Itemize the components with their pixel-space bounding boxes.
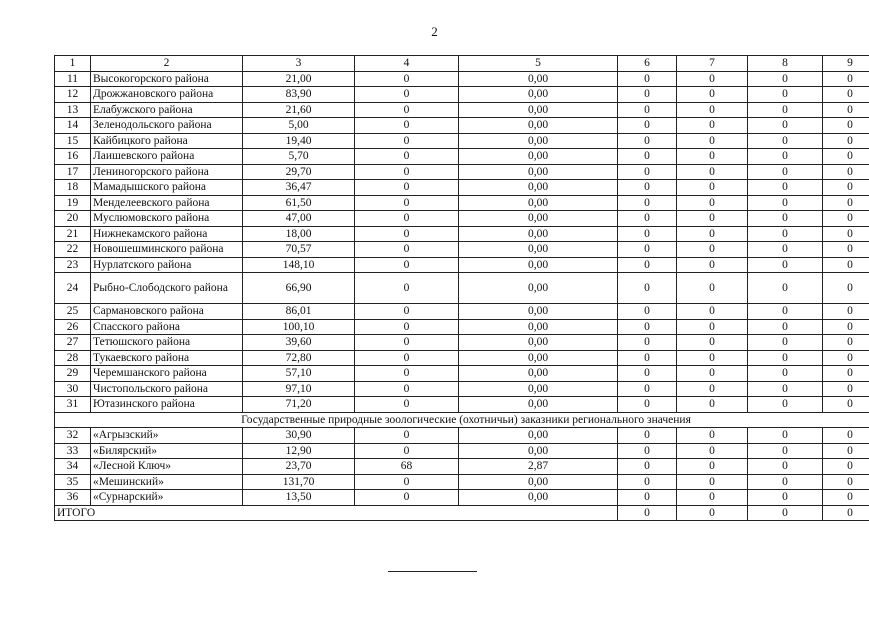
- row-value: 0: [355, 350, 459, 366]
- row-name: Зеленодольского района: [91, 118, 243, 134]
- row-value: 0: [823, 257, 869, 273]
- row-number: 15: [55, 133, 91, 149]
- row-value: 0: [748, 490, 823, 506]
- table-row: [55, 164, 869, 180]
- row-number: 32: [55, 428, 91, 444]
- row-name: Высокогорского района: [91, 71, 243, 87]
- row-value: 0: [677, 459, 748, 475]
- row-value: 0: [677, 102, 748, 118]
- row-value: 0,00: [459, 195, 618, 211]
- row-value: 0: [823, 397, 869, 413]
- table-row: [55, 87, 869, 103]
- row-value: 0: [618, 242, 677, 258]
- row-value: 0: [677, 397, 748, 413]
- row-value: 0,00: [459, 257, 618, 273]
- row-value: 0: [748, 350, 823, 366]
- table-row: [55, 257, 869, 273]
- table-row: [55, 474, 869, 490]
- row-value: 0: [748, 71, 823, 87]
- row-value: 72,80: [243, 350, 355, 366]
- row-name: Лаишевского района: [91, 149, 243, 165]
- row-value: 0: [355, 71, 459, 87]
- row-value: 0: [823, 273, 869, 304]
- row-number: 29: [55, 366, 91, 382]
- row-value: 0: [677, 133, 748, 149]
- row-value: 0: [618, 118, 677, 134]
- table-row: [55, 350, 869, 366]
- row-value: 0: [355, 490, 459, 506]
- table-row: [55, 195, 869, 211]
- row-number: 22: [55, 242, 91, 258]
- row-value: 0: [677, 226, 748, 242]
- row-number: 14: [55, 118, 91, 134]
- row-name: Елабужского района: [91, 102, 243, 118]
- row-value: 0,00: [459, 490, 618, 506]
- row-value: 0: [823, 211, 869, 227]
- row-number: 19: [55, 195, 91, 211]
- row-number: 26: [55, 319, 91, 335]
- column-header: 7: [677, 56, 748, 72]
- row-value: 12,90: [243, 443, 355, 459]
- row-value: 0: [355, 428, 459, 444]
- row-value: 0: [748, 133, 823, 149]
- row-value: 0: [823, 490, 869, 506]
- row-value: 13,50: [243, 490, 355, 506]
- row-value: 0: [677, 381, 748, 397]
- row-value: 0: [823, 102, 869, 118]
- row-value: 0: [677, 71, 748, 87]
- row-value: 0: [748, 273, 823, 304]
- row-value: 0: [748, 87, 823, 103]
- row-name: «Сурнарский»: [91, 490, 243, 506]
- table-row: [55, 428, 869, 444]
- footer-divider: [388, 571, 477, 572]
- row-value: 0: [748, 102, 823, 118]
- row-value: 0: [748, 366, 823, 382]
- column-header: 9: [823, 56, 869, 72]
- row-value: 0: [618, 319, 677, 335]
- row-value: 0: [748, 118, 823, 134]
- row-value: 0,00: [459, 381, 618, 397]
- row-value: 0: [355, 335, 459, 351]
- table-row: [55, 118, 869, 134]
- table-row: [55, 102, 869, 118]
- row-value: 0: [748, 149, 823, 165]
- row-value: 0: [823, 180, 869, 196]
- total-value: 0: [823, 505, 869, 521]
- row-value: 0: [618, 102, 677, 118]
- row-value: 0: [618, 304, 677, 320]
- row-value: 0: [355, 273, 459, 304]
- row-value: 0: [618, 273, 677, 304]
- row-value: 5,00: [243, 118, 355, 134]
- row-value: 0,00: [459, 350, 618, 366]
- total-value: 0: [748, 505, 823, 521]
- reserve-rows: [55, 428, 869, 506]
- row-value: 0: [355, 397, 459, 413]
- row-number: 35: [55, 474, 91, 490]
- row-value: 0: [618, 428, 677, 444]
- row-value: 0: [677, 87, 748, 103]
- row-value: 0: [618, 180, 677, 196]
- row-name: Мамадышского района: [91, 180, 243, 196]
- row-value: 0: [823, 149, 869, 165]
- row-number: 24: [55, 273, 91, 304]
- row-value: 0: [355, 180, 459, 196]
- table-row: [55, 381, 869, 397]
- row-number: 16: [55, 149, 91, 165]
- row-value: 0: [618, 211, 677, 227]
- table-row: [55, 443, 869, 459]
- row-value: 100,10: [243, 319, 355, 335]
- table-row: [55, 335, 869, 351]
- row-value: 0: [823, 366, 869, 382]
- row-value: 18,00: [243, 226, 355, 242]
- column-header: 6: [618, 56, 677, 72]
- row-value: 2,87: [459, 459, 618, 475]
- row-value: 0: [355, 102, 459, 118]
- row-number: 20: [55, 211, 91, 227]
- row-number: 36: [55, 490, 91, 506]
- row-value: 0: [677, 257, 748, 273]
- row-number: 34: [55, 459, 91, 475]
- row-value: 0: [677, 180, 748, 196]
- row-value: 0: [355, 319, 459, 335]
- row-name: Новошешминского района: [91, 242, 243, 258]
- row-value: 0: [618, 366, 677, 382]
- row-value: 0: [823, 474, 869, 490]
- row-value: 0: [823, 226, 869, 242]
- row-value: 36,47: [243, 180, 355, 196]
- row-value: 0: [748, 304, 823, 320]
- row-value: 0,00: [459, 273, 618, 304]
- row-value: 0: [355, 195, 459, 211]
- row-value: 0: [823, 242, 869, 258]
- row-value: 0: [677, 164, 748, 180]
- table-row: [55, 459, 869, 475]
- row-name: «Билярский»: [91, 443, 243, 459]
- row-value: 0: [748, 381, 823, 397]
- row-value: 0: [748, 211, 823, 227]
- row-name: Муслюмовского района: [91, 211, 243, 227]
- header-row: [55, 56, 869, 72]
- row-value: 29,70: [243, 164, 355, 180]
- table-row: [55, 397, 869, 413]
- row-value: 0: [677, 273, 748, 304]
- row-value: 0: [823, 319, 869, 335]
- row-value: 0,00: [459, 335, 618, 351]
- row-value: 0: [355, 381, 459, 397]
- row-value: 0: [618, 335, 677, 351]
- row-number: 25: [55, 304, 91, 320]
- total-value: 0: [618, 505, 677, 521]
- row-value: 5,70: [243, 149, 355, 165]
- row-value: 70,57: [243, 242, 355, 258]
- row-value: 0,00: [459, 474, 618, 490]
- column-header: 2: [91, 56, 243, 72]
- row-value: 0,00: [459, 304, 618, 320]
- row-value: 0,00: [459, 242, 618, 258]
- row-value: 30,90: [243, 428, 355, 444]
- row-value: 0,00: [459, 319, 618, 335]
- row-value: 0: [748, 459, 823, 475]
- row-value: 0: [677, 490, 748, 506]
- row-value: 0,00: [459, 443, 618, 459]
- row-value: 0,00: [459, 149, 618, 165]
- table-row: [55, 273, 869, 304]
- row-name: Нурлатского района: [91, 257, 243, 273]
- row-value: 0: [355, 87, 459, 103]
- row-name: Кайбицкого района: [91, 133, 243, 149]
- table-row: [55, 490, 869, 506]
- row-value: 0: [677, 242, 748, 258]
- section-title: Государственные природные зоологические (охотничьи) заказники регионального значения: [55, 412, 869, 428]
- row-name: Черемшанского района: [91, 366, 243, 382]
- row-value: 0: [823, 443, 869, 459]
- row-value: 0: [748, 164, 823, 180]
- row-value: 0: [618, 490, 677, 506]
- row-value: 66,90: [243, 273, 355, 304]
- row-value: 0: [823, 428, 869, 444]
- row-value: 39,60: [243, 335, 355, 351]
- row-value: 0: [748, 242, 823, 258]
- total-label: ИТОГО: [55, 505, 618, 521]
- row-name: Рыбно-Слободского района: [91, 273, 243, 304]
- table-row: [55, 226, 869, 242]
- row-value: 0: [677, 319, 748, 335]
- row-value: 0: [618, 381, 677, 397]
- row-value: 0: [355, 149, 459, 165]
- row-value: 0: [618, 474, 677, 490]
- row-value: 0: [748, 195, 823, 211]
- row-value: 0: [355, 226, 459, 242]
- row-value: 0: [823, 459, 869, 475]
- page-number: 2: [431, 24, 438, 39]
- row-value: 0,00: [459, 180, 618, 196]
- table-row: [55, 304, 869, 320]
- row-value: 0: [748, 428, 823, 444]
- row-name: «Мешинский»: [91, 474, 243, 490]
- row-value: 0: [677, 443, 748, 459]
- row-value: 0: [823, 87, 869, 103]
- row-value: 0,00: [459, 87, 618, 103]
- row-value: 0: [823, 304, 869, 320]
- row-value: 0: [355, 366, 459, 382]
- row-name: Менделеевского района: [91, 195, 243, 211]
- row-value: 0,00: [459, 211, 618, 227]
- table-row: [55, 242, 869, 258]
- row-value: 0,00: [459, 397, 618, 413]
- row-value: 0: [677, 149, 748, 165]
- row-value: 0: [355, 257, 459, 273]
- row-value: 0: [823, 350, 869, 366]
- row-value: 0,00: [459, 102, 618, 118]
- total-row: [55, 505, 869, 521]
- row-number: 13: [55, 102, 91, 118]
- row-value: 21,00: [243, 71, 355, 87]
- row-value: 0: [823, 118, 869, 134]
- row-number: 12: [55, 87, 91, 103]
- row-value: 0: [355, 242, 459, 258]
- row-value: 0: [677, 118, 748, 134]
- row-value: 0,00: [459, 428, 618, 444]
- row-value: 0: [677, 428, 748, 444]
- row-value: 0: [748, 474, 823, 490]
- row-value: 0: [355, 443, 459, 459]
- row-value: 0: [748, 226, 823, 242]
- row-value: 0: [748, 397, 823, 413]
- row-value: 131,70: [243, 474, 355, 490]
- row-value: 0: [677, 366, 748, 382]
- row-name: Тетюшского района: [91, 335, 243, 351]
- row-name: Нижнекамского района: [91, 226, 243, 242]
- row-value: 86,01: [243, 304, 355, 320]
- table-row: [55, 71, 869, 87]
- row-name: Сармановского района: [91, 304, 243, 320]
- data-table: [54, 55, 869, 521]
- row-value: 0,00: [459, 71, 618, 87]
- column-header: 8: [748, 56, 823, 72]
- row-value: 68: [355, 459, 459, 475]
- row-value: 0: [355, 133, 459, 149]
- row-value: 0: [618, 397, 677, 413]
- row-value: 0: [355, 211, 459, 227]
- row-value: 0: [618, 87, 677, 103]
- row-value: 0: [677, 474, 748, 490]
- row-number: 33: [55, 443, 91, 459]
- row-value: 83,90: [243, 87, 355, 103]
- row-value: 0: [823, 133, 869, 149]
- row-name: «Агрызский»: [91, 428, 243, 444]
- row-number: 30: [55, 381, 91, 397]
- row-number: 23: [55, 257, 91, 273]
- row-value: 0: [355, 304, 459, 320]
- row-value: 0: [677, 335, 748, 351]
- row-value: 0: [823, 335, 869, 351]
- row-name: Дрожжановского района: [91, 87, 243, 103]
- row-value: 19,40: [243, 133, 355, 149]
- row-value: 0,00: [459, 118, 618, 134]
- district-rows: [55, 71, 869, 412]
- table-row: [55, 133, 869, 149]
- table-row: [55, 180, 869, 196]
- row-name: Лениногорского района: [91, 164, 243, 180]
- row-value: 0: [748, 319, 823, 335]
- row-number: 27: [55, 335, 91, 351]
- column-header: 1: [55, 56, 91, 72]
- row-value: 0: [618, 226, 677, 242]
- row-value: 148,10: [243, 257, 355, 273]
- row-value: 0: [748, 257, 823, 273]
- table-row: [55, 366, 869, 382]
- row-value: 0: [677, 304, 748, 320]
- row-number: 11: [55, 71, 91, 87]
- row-number: 18: [55, 180, 91, 196]
- row-value: 0: [618, 164, 677, 180]
- row-value: 71,20: [243, 397, 355, 413]
- row-value: 0: [618, 133, 677, 149]
- row-value: 0,00: [459, 366, 618, 382]
- row-value: 0: [618, 257, 677, 273]
- row-value: 0: [823, 164, 869, 180]
- row-value: 61,50: [243, 195, 355, 211]
- row-value: 57,10: [243, 366, 355, 382]
- row-name: Спасского района: [91, 319, 243, 335]
- row-value: 0: [823, 381, 869, 397]
- row-value: 0: [677, 350, 748, 366]
- row-value: 0: [355, 474, 459, 490]
- column-header: 5: [459, 56, 618, 72]
- row-value: 0: [748, 443, 823, 459]
- row-value: 0: [618, 195, 677, 211]
- row-value: 0: [823, 195, 869, 211]
- row-number: 17: [55, 164, 91, 180]
- row-value: 47,00: [243, 211, 355, 227]
- row-number: 21: [55, 226, 91, 242]
- row-value: 0: [355, 164, 459, 180]
- row-value: 0: [618, 443, 677, 459]
- row-name: Ютазинского района: [91, 397, 243, 413]
- row-value: 23,70: [243, 459, 355, 475]
- row-value: 0,00: [459, 133, 618, 149]
- table-row: [55, 149, 869, 165]
- table-row: [55, 319, 869, 335]
- row-value: 0: [748, 335, 823, 351]
- row-name: «Лесной Ключ»: [91, 459, 243, 475]
- row-value: 0,00: [459, 226, 618, 242]
- row-value: 0: [748, 180, 823, 196]
- row-value: 0: [618, 149, 677, 165]
- row-value: 0: [677, 195, 748, 211]
- row-value: 0: [618, 71, 677, 87]
- row-value: 0,00: [459, 164, 618, 180]
- row-value: 0: [677, 211, 748, 227]
- row-name: Тукаевского района: [91, 350, 243, 366]
- column-header: 3: [243, 56, 355, 72]
- row-value: 0: [823, 71, 869, 87]
- column-header: 4: [355, 56, 459, 72]
- row-name: Чистопольского района: [91, 381, 243, 397]
- section-row: [55, 412, 869, 428]
- row-value: 0: [618, 459, 677, 475]
- row-value: 0: [618, 350, 677, 366]
- row-number: 28: [55, 350, 91, 366]
- row-value: 21,60: [243, 102, 355, 118]
- total-value: 0: [677, 505, 748, 521]
- row-value: 0: [355, 118, 459, 134]
- row-value: 97,10: [243, 381, 355, 397]
- row-number: 31: [55, 397, 91, 413]
- table-row: [55, 211, 869, 227]
